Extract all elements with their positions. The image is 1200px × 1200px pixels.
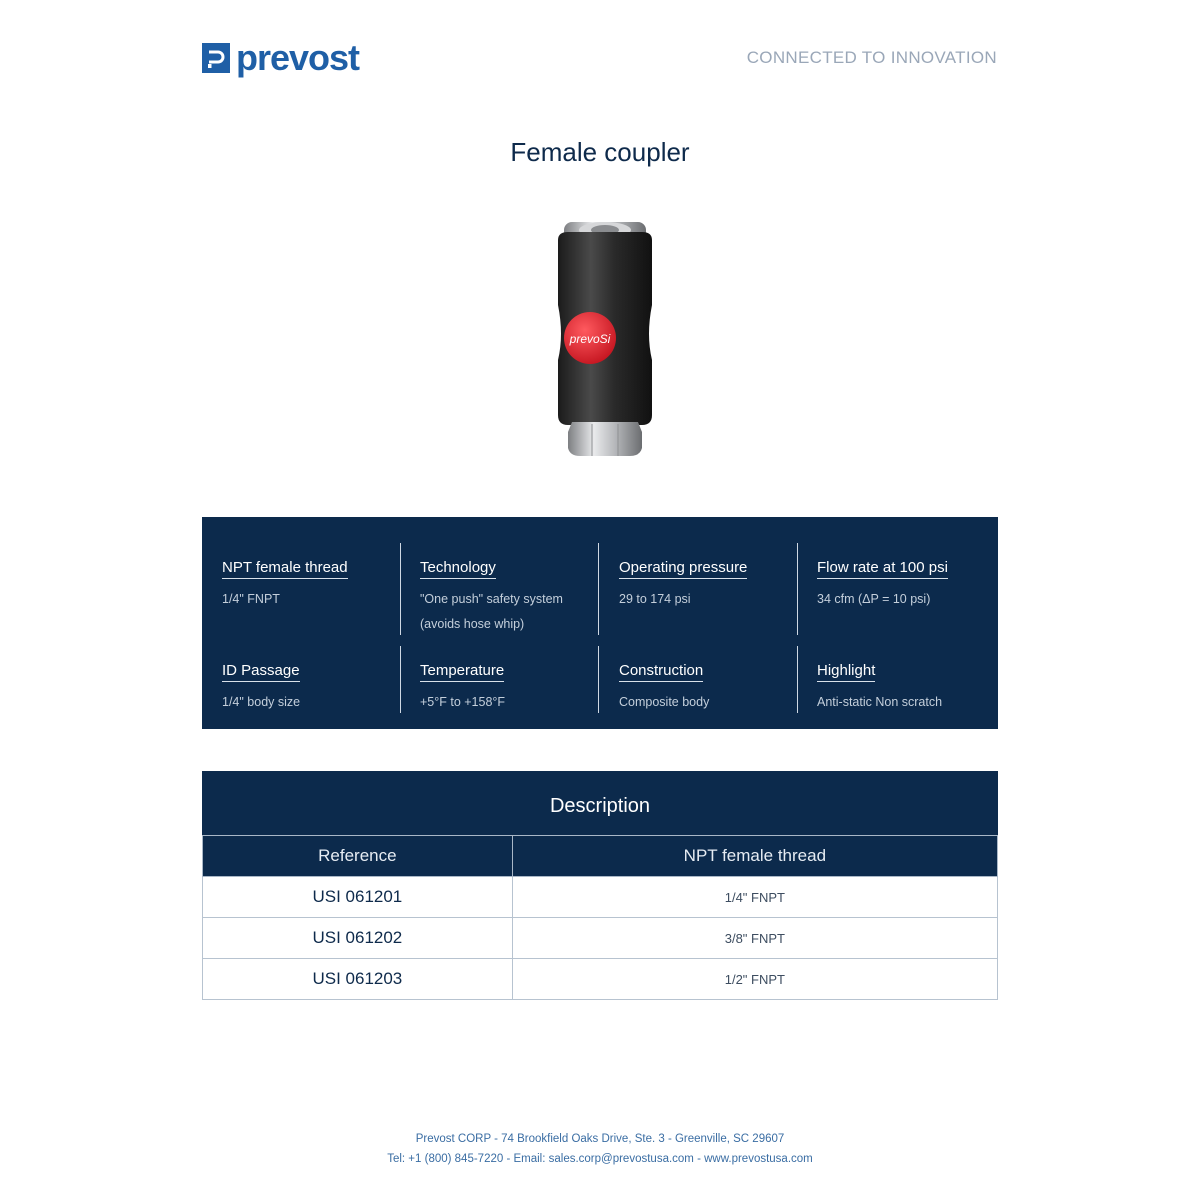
spec-label: NPT female thread — [222, 559, 348, 579]
divider — [598, 646, 599, 713]
thread-cell: 1/2" FNPT — [512, 959, 997, 1000]
spec-temperature — [420, 662, 590, 715]
spec-label: Highlight — [817, 662, 875, 682]
thread-cell: 1/4" FNPT — [512, 877, 997, 918]
spec-npt-thread — [222, 559, 392, 612]
divider — [400, 646, 401, 713]
spec-label: Technology — [420, 559, 496, 579]
coupler-badge-text: prevoSi — [569, 332, 611, 346]
spec-value: 34 cfm (ΔP = 10 psi) — [817, 592, 931, 606]
table-header-row — [203, 836, 998, 877]
divider — [400, 543, 401, 635]
reference-cell: USI 061203 — [203, 959, 513, 1000]
spec-label: Flow rate at 100 psi — [817, 559, 948, 579]
spec-id-passage — [222, 662, 392, 715]
column-header-reference: Reference — [203, 836, 513, 877]
reference-cell: USI 061202 — [203, 918, 513, 959]
spec-value: +5°F to +158°F — [420, 695, 506, 709]
divider — [598, 543, 599, 635]
spec-technology — [420, 559, 590, 637]
spec-value: Composite body — [619, 695, 710, 709]
description-table — [202, 835, 998, 1000]
spec-label: Temperature — [420, 662, 504, 682]
thread-cell: 3/8" FNPT — [512, 918, 997, 959]
spec-construction — [619, 662, 789, 715]
table-row — [203, 918, 998, 959]
specs-panel — [202, 517, 998, 729]
spec-value: 1/4" body size — [222, 695, 301, 709]
brand-logo — [202, 37, 360, 78]
reference-cell: USI 061201 — [203, 877, 513, 918]
brand-name: prevost — [236, 37, 360, 78]
spec-flow-rate — [817, 559, 987, 612]
divider — [797, 543, 798, 635]
spec-value: Anti-static Non scratch — [817, 695, 943, 709]
divider — [797, 646, 798, 713]
spec-value: 1/4" FNPT — [222, 592, 280, 606]
spec-value: 29 to 174 psi — [619, 592, 691, 606]
footer-contact: Tel: +1 (800) 845-7220 - Email: sales.corp@prevostusa.com - www.prevostusa.com — [387, 1153, 813, 1165]
female-coupler-product-image — [500, 210, 700, 465]
column-header-thread: NPT female thread — [512, 836, 997, 877]
table-row — [203, 959, 998, 1000]
tagline: CONNECTED TO INNOVATION — [746, 48, 997, 67]
footer — [0, 1129, 1200, 1169]
spec-label: Operating pressure — [619, 559, 747, 579]
spec-operating-pressure — [619, 559, 789, 612]
spec-value: "One push" safety system (avoids hose whip) — [420, 592, 563, 631]
spec-label: ID Passage — [222, 662, 300, 682]
table-row — [203, 877, 998, 918]
spec-label: Construction — [619, 662, 703, 682]
prevost-logo-icon — [202, 43, 230, 73]
description-title: Description — [202, 771, 998, 835]
footer-address: Prevost CORP - 74 Brookfield Oaks Drive, Ste. 3 - Greenville, SC 29607 — [415, 1133, 785, 1145]
spec-highlight — [817, 662, 987, 715]
page-title: Female coupler — [510, 137, 690, 167]
